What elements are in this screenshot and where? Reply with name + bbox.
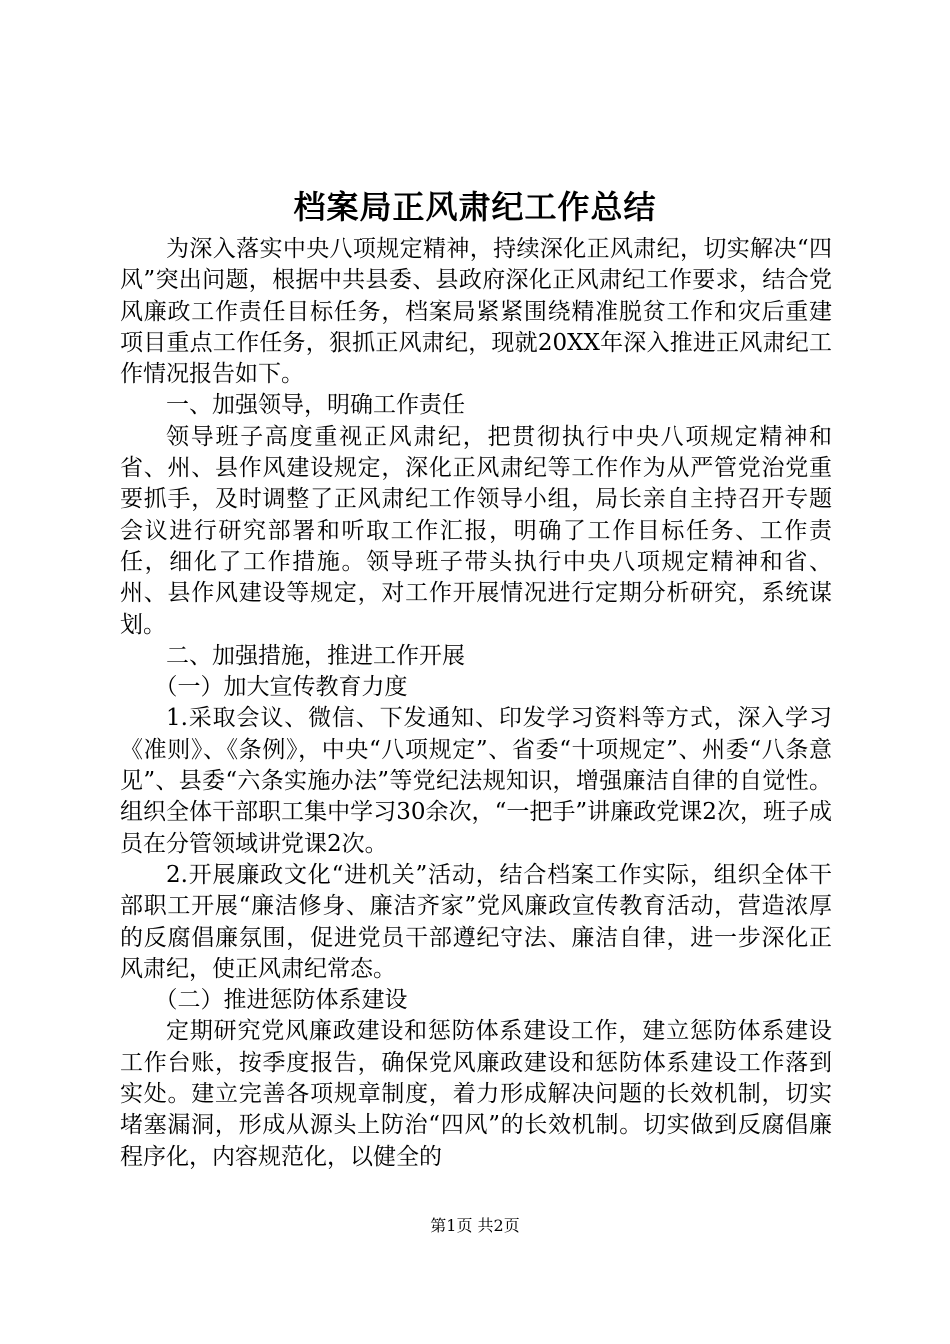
section-2-heading: 二、加强措施，推进工作开展: [166, 642, 465, 669]
page-number-footer: 第1页 共2页: [430, 1216, 520, 1235]
subsection-1-item-1: 1.采取会议、微信、下发通知、印发学习资料等方式，深入学习《准则》、《条例》，中央“八项规定”、省委“十项规定”、州委“八条意见”、县委“六条实施办法”等党纪法规知识，增强廉洁自律的自觉性。组织全体干部职工集中学习30余次，“一把手”讲廉政党课2次，班子成员在分管领域讲党课2次。: [120, 705, 832, 857]
document-body: [120, 234, 832, 1173]
document-title: 档案局正风肃纪工作总结: [293, 188, 657, 226]
section-1-paragraph: 领导班子高度重视正风肃纪，把贯彻执行中央八项规定精神和省、州、县作风建设规定，深化正风肃纪等工作作为从严管党治党重要抓手，及时调整了正风肃纪工作领导小组，局长亲自主持召开专题会议进行研究部署和听取工作汇报，明确了工作目标任务、工作责任，细化了工作措施。领导班子带头执行中央八项规定精神和省、州、县作风建设等规定，对工作开展情况进行定期分析研究，系统谋划。: [120, 423, 832, 638]
intro-paragraph: 为深入落实中央八项规定精神，持续深化正风肃纪，切实解决“四风”突出问题，根据中共县委、县政府深化正风肃纪工作要求，结合党风廉政工作责任目标任务，档案局紧紧围绕精准脱贫工作和灾后重建项目重点工作任务，狠抓正风肃纪，现就20XX年深入推进正风肃纪工作情况报告如下。: [120, 236, 832, 388]
subsection-2-heading: （二）推进惩防体系建设: [154, 987, 408, 1014]
subsection-1-heading: （一）加大宣传教育力度: [154, 674, 408, 701]
subsection-1-item-2: 2.开展廉政文化“进机关”活动，结合档案工作实际，组织全体干部职工开展“廉洁修身、廉洁齐家”党风廉政宣传教育活动，营造浓厚的反腐倡廉氛围，促进党员干部遵纪守法、廉洁自律，进一步深化正风肃纪，使正风肃纪常态。: [120, 861, 832, 982]
subsection-2-paragraph: 定期研究党风廉政建设和惩防体系建设工作，建立惩防体系建设工作台账，按季度报告，确保党风廉政建设和惩防体系建设工作落到实处。建立完善各项规章制度，着力形成解决问题的长效机制，切实堵塞漏洞，形成从源头上防治“四风”的长效机制。切实做到反腐倡廉程序化，内容规范化，以健全的: [120, 1018, 832, 1170]
section-1-heading: 一、加强领导，明确工作责任: [166, 392, 465, 419]
